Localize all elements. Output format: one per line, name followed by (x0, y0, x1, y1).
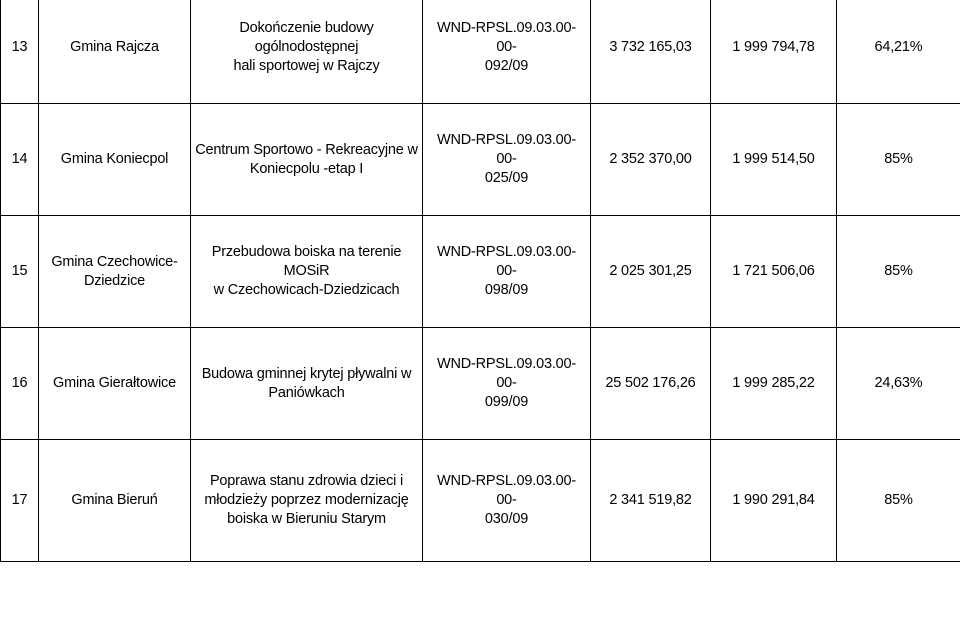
table-row (1, 216, 960, 328)
contract-number-cell (423, 0, 591, 104)
project-title-line: Dokończenie budowy ogólnodostępnej (239, 20, 374, 55)
beneficiary-line: Dziedzice (83, 272, 146, 289)
total-value-cell: 25 502 176,26 (591, 328, 711, 440)
beneficiary-cell: Gmina Bieruń (39, 440, 191, 562)
percent-cell: 64,21% (837, 0, 960, 104)
contract-number-line: WND-RPSL.09.03.00-00- (436, 473, 577, 508)
beneficiary-cell: Gmina Gierałtowice (39, 328, 191, 440)
contract-number-line: 098/09 (484, 282, 529, 298)
contract-number-cell (423, 440, 591, 562)
project-title-cell (191, 440, 423, 562)
contract-number-line: WND-RPSL.09.03.00-00- (436, 356, 577, 391)
row-number: 17 (1, 440, 39, 562)
project-title-line: Paniówkach (268, 384, 345, 401)
project-title-cell (191, 328, 423, 440)
row-number: 16 (1, 328, 39, 440)
project-title-line: Budowa gminnej krytej pływalni w (201, 365, 412, 382)
project-title-line: hali sportowej w Rajczy (233, 58, 380, 74)
contract-number-cell (423, 104, 591, 216)
row-number: 15 (1, 216, 39, 328)
percent-cell: 85% (837, 216, 960, 328)
cofinancing-cell: 1 721 506,06 (711, 216, 837, 328)
beneficiary-cell (39, 216, 191, 328)
total-value-cell: 2 341 519,82 (591, 440, 711, 562)
percent-cell: 85% (837, 440, 960, 562)
percent-cell: 85% (837, 104, 960, 216)
contract-number-cell (423, 216, 591, 328)
beneficiary-line: Gmina Czechowice- (51, 253, 178, 270)
table-row (1, 328, 960, 440)
project-title-line: Koniecpolu -etap I (249, 160, 364, 177)
project-title-cell (191, 0, 423, 104)
contract-number-line: 092/09 (484, 58, 529, 74)
total-value-cell: 3 732 165,03 (591, 0, 711, 104)
cofinancing-cell: 1 999 794,78 (711, 0, 837, 104)
row-number: 13 (1, 0, 39, 104)
project-title-line: Przebudowa boiska na terenie MOSiR (211, 244, 402, 279)
total-value-cell: 2 352 370,00 (591, 104, 711, 216)
project-title-line: boiska w Bieruniu Starym (227, 511, 386, 527)
project-title-line: Poprawa stanu zdrowia dzieci i (209, 473, 404, 489)
contract-number-line: WND-RPSL.09.03.00-00- (436, 132, 577, 167)
project-title-cell (191, 104, 423, 216)
contract-number-line: 030/09 (484, 511, 529, 527)
contract-number-line: 099/09 (484, 394, 529, 410)
project-title-line: w Czechowicach-Dziedzicach (213, 282, 400, 298)
total-value-cell: 2 025 301,25 (591, 216, 711, 328)
project-title-cell (191, 216, 423, 328)
beneficiary-cell: Gmina Koniecpol (39, 104, 191, 216)
project-title-line: młodzieży poprzez modernizację (204, 492, 409, 508)
table-row (1, 440, 960, 562)
contract-number-line: 025/09 (484, 170, 529, 186)
contract-number-line: WND-RPSL.09.03.00-00- (436, 20, 577, 55)
cofinancing-cell: 1 999 285,22 (711, 328, 837, 440)
contract-number-cell (423, 328, 591, 440)
cofinancing-cell: 1 999 514,50 (711, 104, 837, 216)
beneficiary-cell: Gmina Rajcza (39, 0, 191, 104)
cofinancing-cell: 1 990 291,84 (711, 440, 837, 562)
percent-cell: 24,63% (837, 328, 960, 440)
project-title-line: Centrum Sportowo - Rekreacyjne w (195, 141, 418, 158)
contract-number-line: WND-RPSL.09.03.00-00- (436, 244, 577, 279)
table-row (1, 0, 960, 104)
table-row (1, 104, 960, 216)
row-number: 14 (1, 104, 39, 216)
